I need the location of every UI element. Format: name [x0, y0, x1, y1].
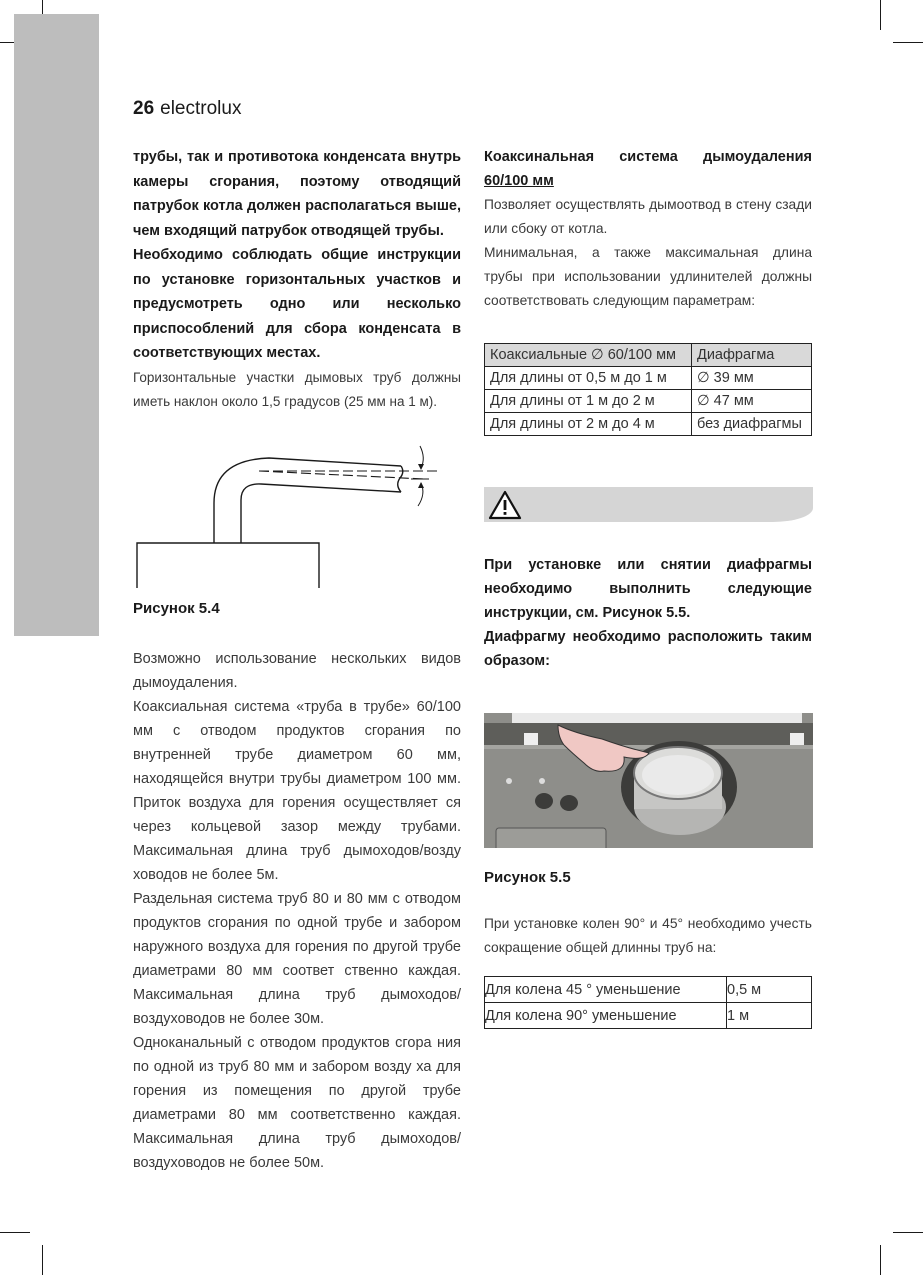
section-heading-size: 60/100 мм — [484, 173, 554, 189]
bold-paragraph: Диафрагму необходимо расположить таким образом: — [484, 629, 812, 669]
paragraph: Горизонтальные участки дымовых труб должны иметь наклон около 1,5 градусов (25 мм на 1 м). — [133, 369, 461, 409]
crop-mark — [0, 1232, 30, 1233]
table-cell: ∅ 39 мм — [692, 367, 812, 390]
table-cell: ∅ 47 мм — [692, 390, 812, 413]
paragraph: Минимальная, а также максимальная длина трубы при использовании удлинителей должны соответствовать следующим параметрам: — [484, 245, 812, 308]
bold-paragraph: трубы, так и противотока конденсата внутрь камеры сгорания, поэтому отводящий патрубок котла должен располагаться выше, чем входящий патрубок отводящей трубы. — [133, 149, 461, 239]
table-cell: Для колена 90° уменьшение — [485, 1003, 727, 1029]
paragraph: Одноканальный с отводом продуктов сгора ния по одной из труб 80 мм и забором возду ха для горения из помещения по другой трубе диаметрами 80 мм соответственно каждая. Максимальная длина труб дымоходов/воздуховодов не более 50м. — [133, 1034, 461, 1171]
table-header-cell: Диафрагма — [692, 344, 812, 367]
right-column-lower — [484, 553, 812, 673]
paragraph: Позволяет осуществлять дымоотвод в стену сзади или сбоку от котла. — [484, 197, 812, 236]
table-row — [485, 367, 812, 390]
right-column — [484, 145, 812, 436]
figure-5-5-photo — [484, 713, 813, 848]
paragraph: Коаксиальная система «труба в трубе» 60/100 мм с отводом продуктов сгорания по внутренней трубе диаметром 60 мм, находящейся внутри трубы диаметром 100 мм. Приток воздуха для горения осуществляет ся через кольцевой зазор между трубами. Максимальная длина труб дымоходов/возду ховодов не более 5м. — [133, 698, 461, 883]
page-number: 26 — [133, 98, 155, 119]
warning-bar — [484, 487, 813, 522]
crop-mark — [880, 0, 881, 30]
pipe-inner — [241, 483, 401, 542]
right-column-bottom — [484, 866, 812, 1029]
paragraph: Возможно использование нескольких видов дымоудаления. — [133, 650, 461, 691]
bold-paragraph: Необходимо соблюдать общие инструкции по установке горизонтальных участков и предусмотреть одно или несколько приспособлений для сбора конденсата в соответствующих местах. — [133, 247, 461, 361]
crop-mark — [893, 42, 923, 43]
table-header-cell: Коаксиальные ∅ 60/100 мм — [485, 344, 692, 367]
crop-mark — [42, 1245, 43, 1275]
left-column — [133, 145, 461, 1175]
section-heading — [484, 145, 812, 169]
crop-mark — [893, 1232, 923, 1233]
bold-paragraph: При установке или снятии диафрагмы необходимо выполнить следующие инструкции, см. Рисунок 5.5. — [484, 557, 812, 621]
paragraph: Раздельная система труб 80 и 80 мм с отводом продуктов сгорания по одной трубе и забором наружного воздуха для горения по другой трубе диаметрами 80 мм соответ ственно каждая. Максимальная длина труб дымоходов/ воздуховодов не более 30м. — [133, 890, 461, 1027]
table-row — [485, 1003, 812, 1029]
table-cell: Для длины от 1 м до 2 м — [485, 390, 692, 413]
figure-5-4 — [133, 428, 461, 603]
figure-caption: Рисунок 5.4 — [133, 599, 220, 617]
table-row — [485, 413, 812, 436]
diaphragm-table — [484, 343, 812, 436]
table-row — [485, 977, 812, 1003]
table-cell: Для колена 45 ° уменьшение — [485, 977, 727, 1003]
table-cell: Для длины от 0,5 м до 1 м — [485, 367, 692, 390]
diaphragm-installation-photo — [484, 713, 813, 848]
boiler-outline — [137, 543, 319, 588]
chapter-side-band — [14, 14, 99, 636]
crop-mark — [880, 1245, 881, 1275]
table-row — [485, 390, 812, 413]
table-cell: Для длины от 2 м до 4 м — [485, 413, 692, 436]
warning-triangle-icon — [488, 490, 522, 520]
table-cell: 0,5 м — [727, 977, 812, 1003]
table-cell: без диафрагмы — [692, 413, 812, 436]
paragraph: При установке колен 90° и 45° необходимо учесть сокращение общей длинны труб на: — [484, 916, 812, 955]
pipe-slope-diagram — [129, 428, 457, 603]
brand-name: electrolux — [160, 98, 242, 119]
pipe-end — [398, 466, 403, 492]
figure-caption: Рисунок 5.5 — [484, 869, 571, 886]
axis-sloped — [259, 471, 424, 479]
elbow-table — [484, 976, 812, 1029]
section-heading-text: Коаксинальная система дымоудаления — [484, 149, 812, 165]
table-header-row — [485, 344, 812, 367]
page-header — [133, 98, 241, 120]
table-cell: 1 м — [727, 1003, 812, 1029]
